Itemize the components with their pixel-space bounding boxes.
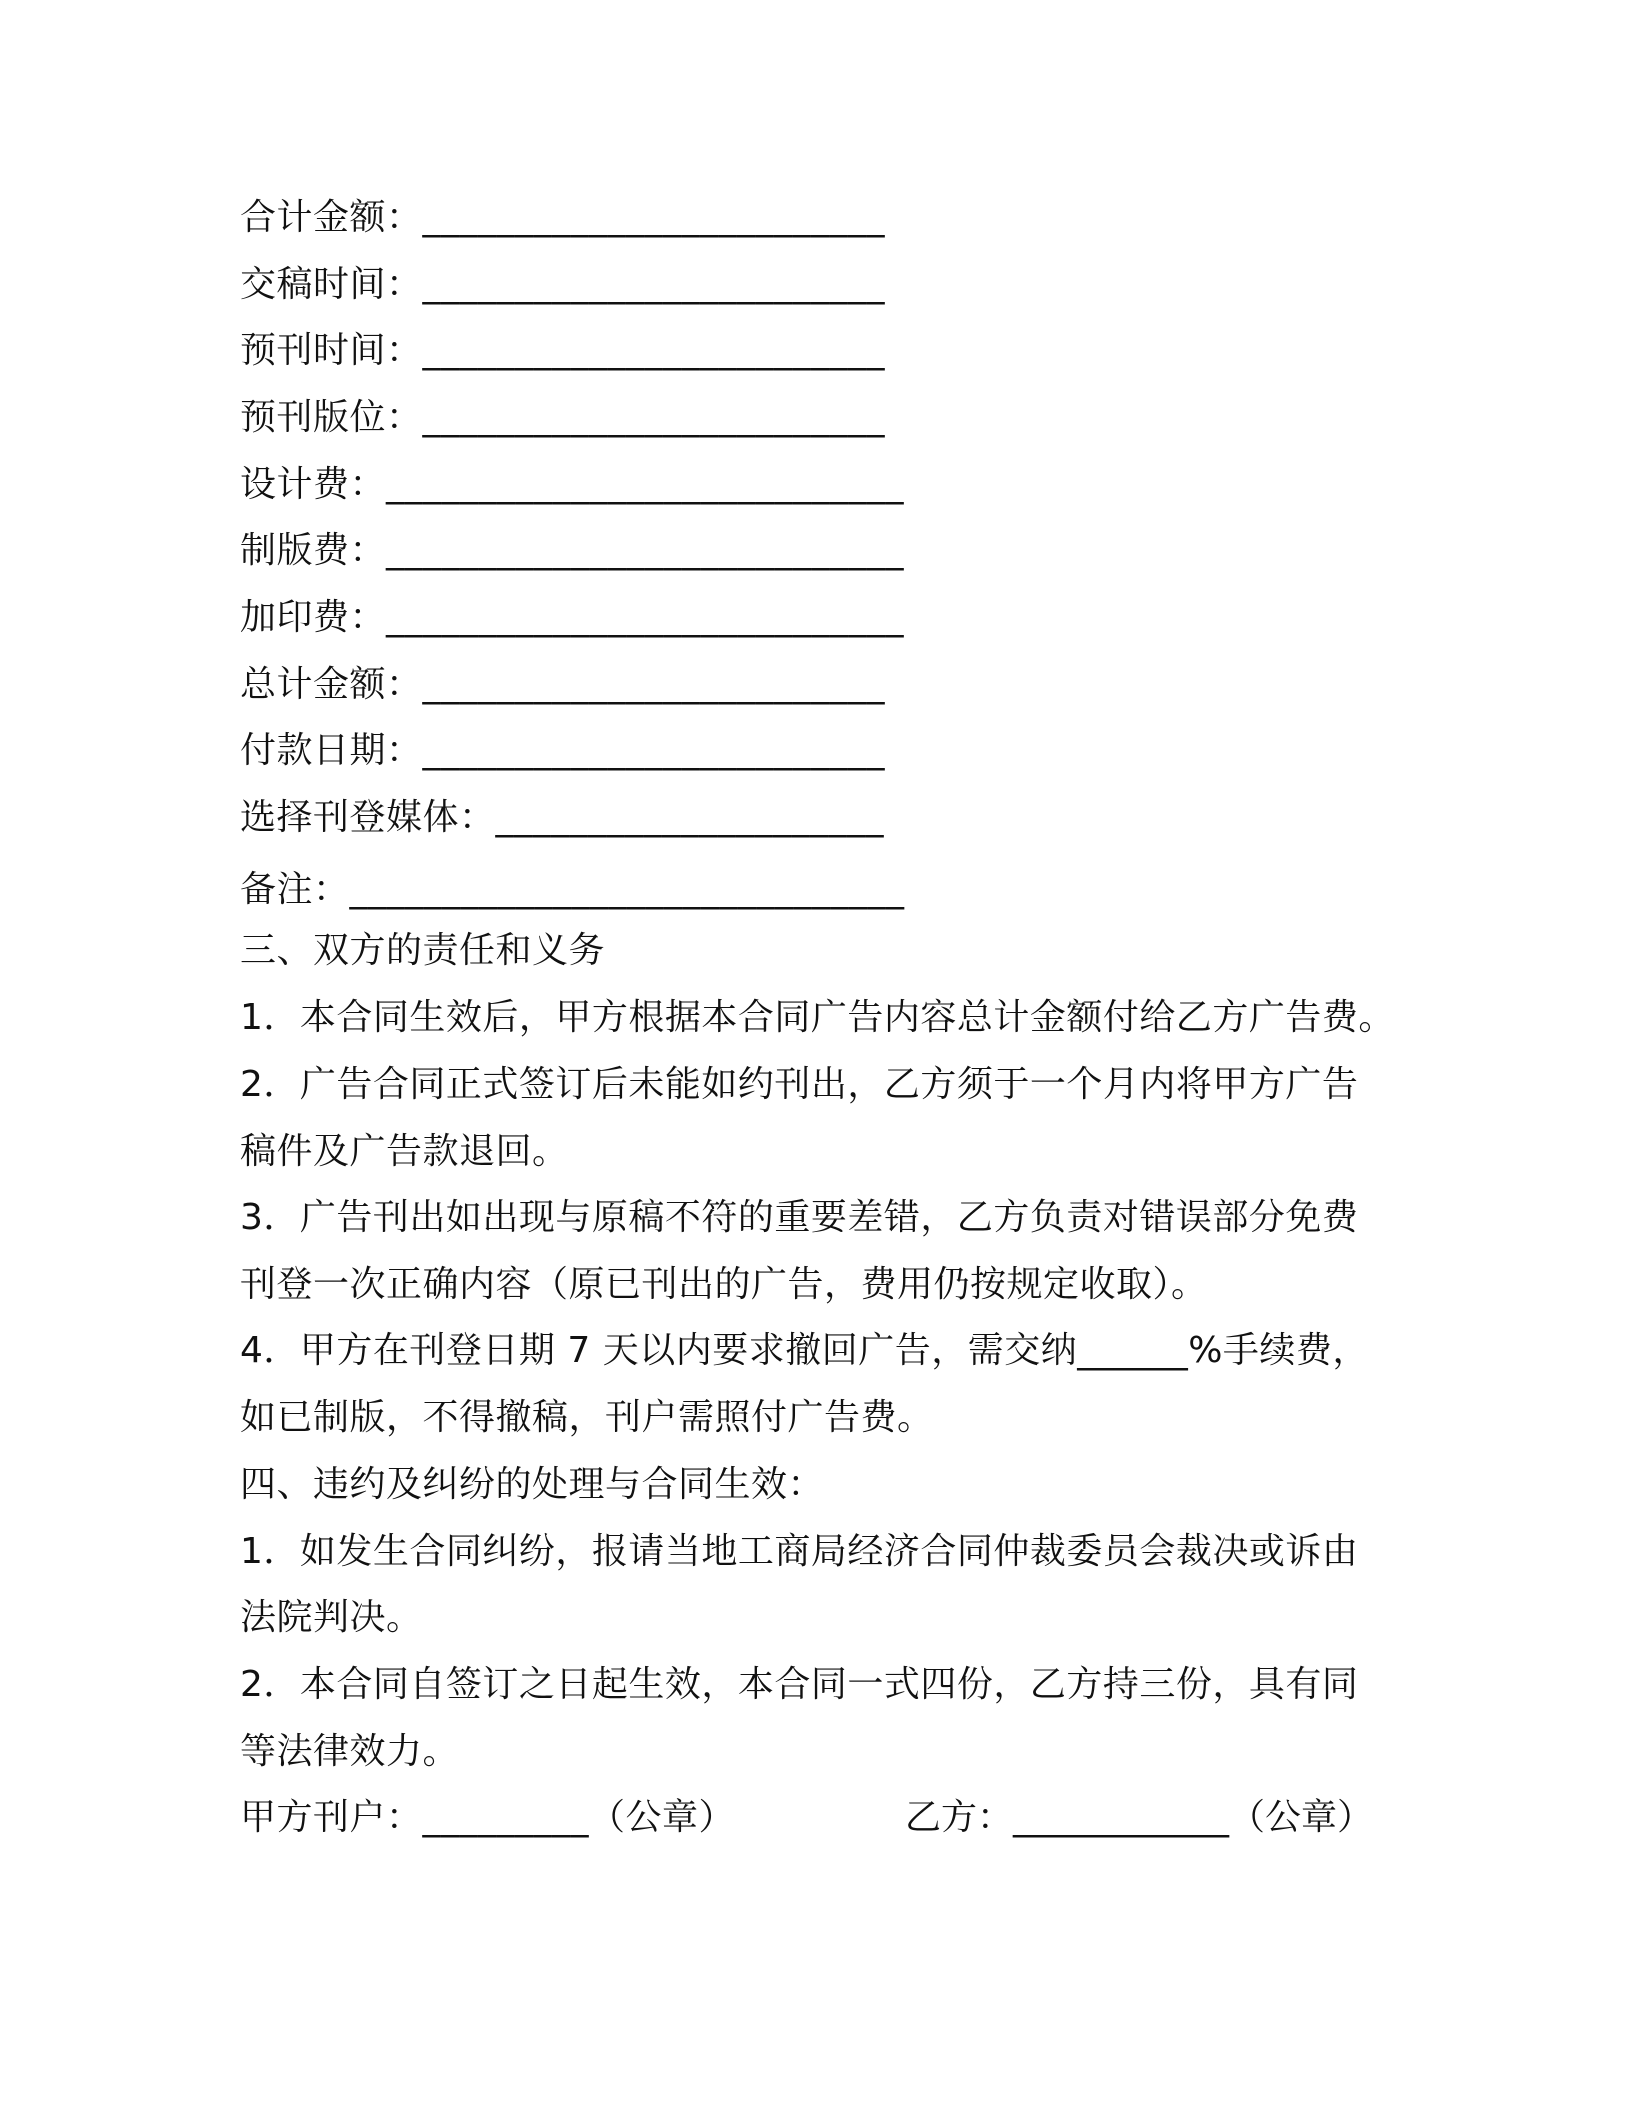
section-3-line-2: 2．广告合同正式签订后未能如约刊出，乙方须于一个月内将甲方广告 (240, 1064, 1359, 1105)
submission-time-field: 交稿时间：_________________________ (240, 264, 886, 305)
total-amount-field: 合计金额：_________________________ (240, 197, 886, 238)
scheduled-position-field: 预刊版位：_________________________ (240, 397, 886, 438)
section-4-line-2: 法院判决。 (240, 1597, 423, 1638)
plate-fee-field: 制版费：____________________________ (240, 530, 905, 571)
section-3-line-7: 如已制版，不得撤稿，刊户需照付广告费。 (240, 1397, 934, 1438)
section-3-line-5: 刊登一次正确内容（原已刊出的广告，费用仍按规定收取）。 (240, 1264, 1208, 1305)
design-fee-field: 设计费：____________________________ (240, 464, 905, 505)
section-4-line-3: 2．本合同自签订之日起生效，本合同一式四份，乙方持三份，具有同 (240, 1664, 1359, 1705)
scheduled-publish-time-field: 预刊时间：_________________________ (240, 330, 886, 371)
section-4-heading: 四、违约及纠纷的处理与合同生效： (240, 1464, 825, 1505)
payment-date-field: 付款日期：_________________________ (240, 730, 886, 771)
extra-print-fee-field: 加印费：____________________________ (240, 597, 905, 638)
party-a-signature: 甲方刊户：_________（公章） (240, 1797, 736, 1838)
section-4-line-4: 等法律效力。 (240, 1731, 460, 1772)
party-b-signature: 乙方：____________（公章） (905, 1797, 1374, 1838)
section-3-line-3: 稿件及广告款退回。 (240, 1131, 569, 1172)
media-selection-field: 选择刊登媒体：_____________________ (240, 797, 885, 838)
section-3-line-6: 4．甲方在刊登日期 7 天以内要求撤回广告，需交纳______%手续费， (240, 1330, 1369, 1371)
section-3-heading: 三、双方的责任和义务 (240, 930, 606, 971)
section-4-line-1: 1．如发生合同纠纷，报请当地工商局经济合同仲裁委员会裁决或诉由 (240, 1531, 1359, 1572)
remarks-field: 备注：______________________________ (240, 869, 905, 910)
grand-total-field: 总计金额：_________________________ (240, 664, 886, 705)
section-3-line-4: 3．广告刊出如出现与原稿不符的重要差错，乙方负责对错误部分免费 (240, 1197, 1359, 1238)
section-3-line-1: 1．本合同生效后，甲方根据本合同广告内容总计金额付给乙方广告费。 (240, 997, 1395, 1038)
